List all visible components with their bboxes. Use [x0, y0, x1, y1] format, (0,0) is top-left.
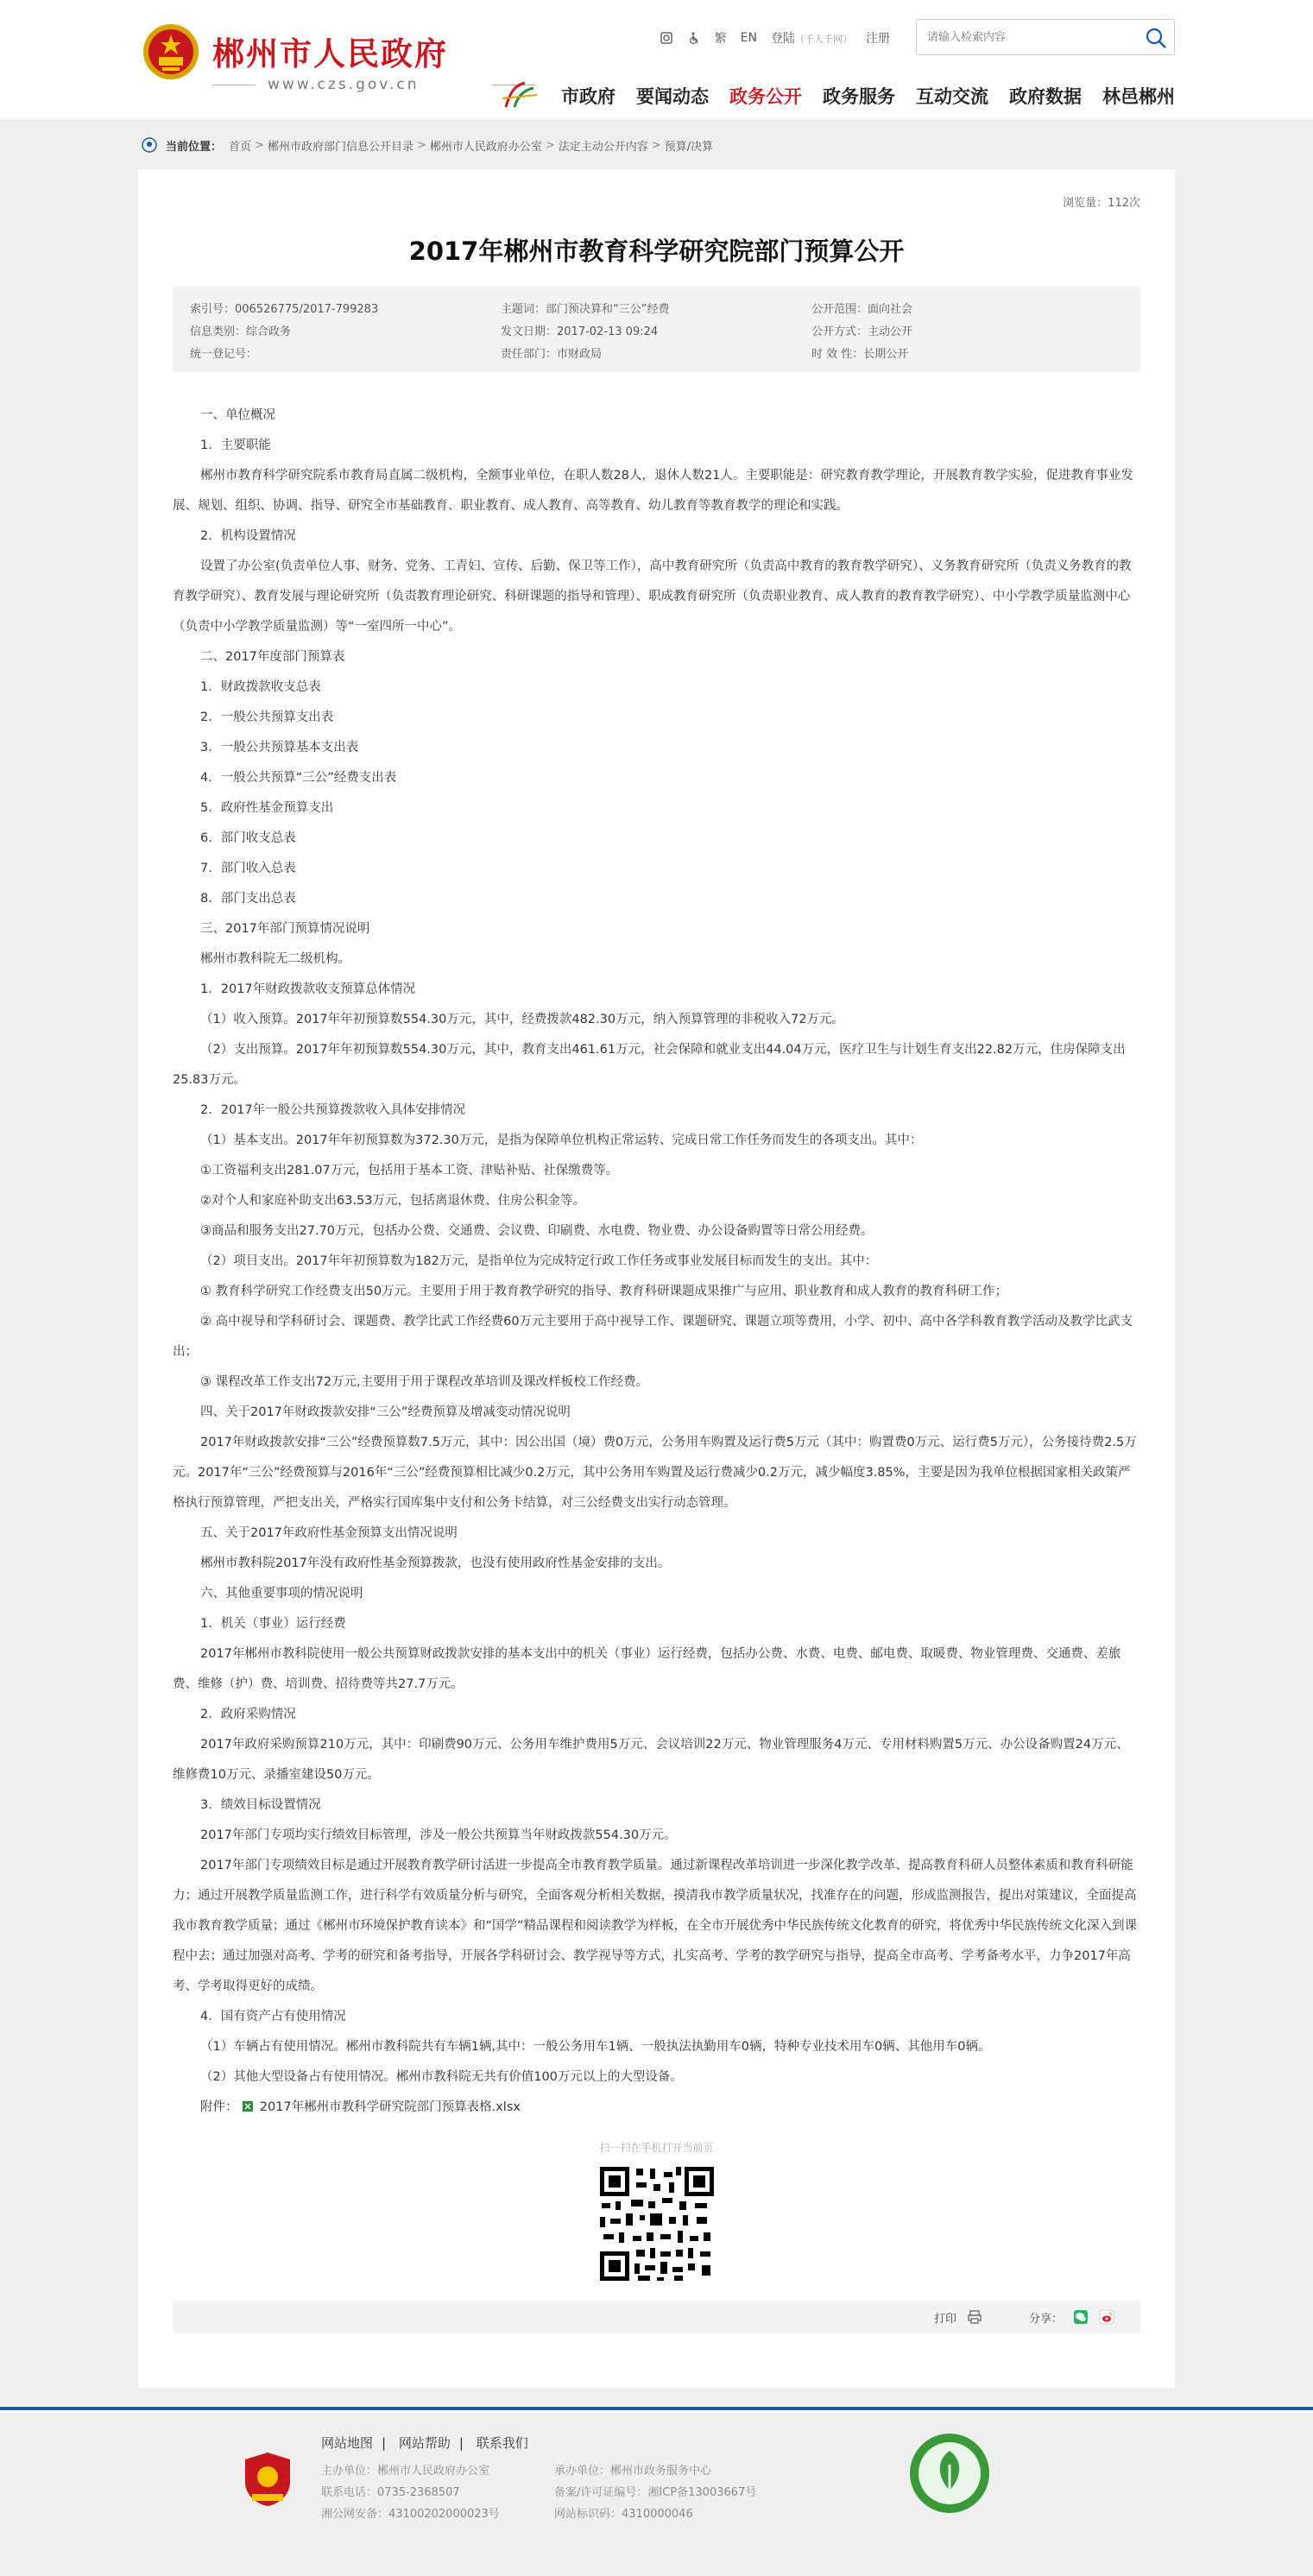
breadcrumb — [138, 121, 1175, 169]
search-input[interactable] — [917, 20, 1133, 54]
footer-info — [321, 2461, 813, 2521]
paragraph: 8．部门支出总表 — [200, 892, 296, 906]
login-link[interactable] — [771, 29, 852, 47]
paragraph: 二、2017年度部门预算表 — [200, 650, 345, 664]
attachment — [173, 2093, 1140, 2123]
paragraph: 六、其他重要事项的情况说明 — [200, 1587, 363, 1601]
contact-link[interactable]: 联系我们 — [476, 2435, 528, 2451]
paragraph: 2．政府采购情况 — [200, 1708, 296, 1721]
paragraph: 设置了办公室(负责单位人事、财务、党务、工青妇、宣传、后勤、保卫等工作），高中教育研究所（负责高中教育的教育教学研究）、义务教育研究所（负责义务教育的教育教学研究）、教育发展与理论研究所（负责教育理论研究、科研课题的指导和管理）、职成教育研究所（负责职业教育、成人教育的教育教学研究）、中小学教学质量监测中心（负责中小学教学质量监测）等“一室四所一中心”。 — [173, 559, 1132, 634]
paragraph: 3．绩效目标设置情况 — [200, 1798, 321, 1812]
meta-index-number: 索引号：006526775/2017-799283 — [190, 303, 379, 316]
paragraph: 2017年政府采购预算210万元，其中：印刷费90万元、公务用车维护费用5万元、会议培训22万元、物业管理服务4万元、专用材料购置5万元、办公设备购置24万元、维修费10万元、录播室建设50万元。 — [173, 1738, 1129, 1782]
nav-city-government[interactable]: 市政府 — [561, 86, 615, 107]
nav-interaction[interactable]: 互动交流 — [916, 86, 988, 107]
traditional-chinese-link[interactable]: 繁 — [714, 32, 727, 46]
footer-phone: 联系电话：0735-2368507 — [321, 2486, 460, 2499]
nav-gov-data[interactable]: 政府数据 — [1009, 86, 1082, 107]
wheelchair-icon[interactable] — [687, 31, 701, 45]
breadcrumb-separator: > — [651, 138, 661, 152]
search-box — [916, 19, 1175, 55]
lin-yi-logo-icon — [499, 78, 542, 112]
register-link[interactable]: 注册 — [866, 32, 890, 46]
paragraph: 1．主要职能 — [200, 439, 271, 452]
paragraph: 5．政府性基金预算支出 — [200, 801, 334, 815]
print-button[interactable]: 打印 — [933, 2312, 956, 2326]
breadcrumb-separator: > — [416, 138, 426, 152]
paragraph: 2017年财政拨款安排“三公”经费预算数7.5万元，其中：因公出国（境）费0万元，公务用车购置及运行费5万元（其中：购置费0万元、运行费5万元），公务接待费2.5万元。2017年“三公”经费预算与2016年“三公”经费预算相比减少0.2万元，其中公务用车购置及运行费减少0.2万元，减少幅度3.85%，主要是因为我单位根据国家相关政策严格执行预算管理，严把支出关，严格实行国库集中支付和公务卡结算，对三公经费支出实行动态管理。 — [173, 1436, 1137, 1510]
view-count: 浏览量：112次 — [1063, 197, 1140, 210]
paragraph: 3．一般公共预算基本支出表 — [200, 741, 359, 754]
location-pin-icon — [142, 137, 157, 153]
footer-links — [321, 2434, 528, 2452]
paragraph: ③ 课程改革工作支出72万元,主要用于用于课程改革培训及课改样板校工作经费。 — [200, 1375, 649, 1389]
paragraph: 4．一般公共预算“三公”经费支出表 — [200, 771, 397, 785]
paragraph: 三、2017年部门预算情况说明 — [200, 922, 370, 936]
breadcrumb-statutory[interactable]: 法定主动公开内容 — [558, 140, 648, 154]
green-website-badge-icon[interactable] — [906, 2430, 993, 2516]
paragraph: 2．2017年一般公共预算拨款收入具体安排情况 — [200, 1103, 466, 1117]
paragraph: ③商品和服务支出27.70万元，包括办公费、交通费、会议费、印刷费、水电费、物业费、办公设备购置等日常公用经费。 — [200, 1224, 874, 1238]
article-title: 2017年郴州市教育科学研究院部门预算公开 — [408, 237, 905, 266]
qr-code-icon — [597, 2163, 717, 2284]
nav-news[interactable]: 要闻动态 — [636, 86, 709, 107]
paragraph: 郴州市教育科学研究院系市教育局直属二级机构，全额事业单位，在职人数28人，退休人数21人。主要职能是：研究教育教学理论，开展教育教学实验，促进教育事业发展、规划、组织、协调、指导、研究全市基础教育、职业教育、成人教育、高等教育、幼儿教育等教育教学的理论和实践。 — [173, 469, 1133, 513]
paragraph: ①工资福利支出281.07万元，包括用于基本工资、津贴补贴、社保缴费等。 — [200, 1164, 619, 1178]
paragraph: 四、关于2017年财政拨款安排“三公”经费预算及增减变动情况说明 — [200, 1405, 571, 1419]
meta-open-method: 公开方式：主动公开 — [811, 325, 913, 338]
sitemap-link[interactable]: 网站地图 — [321, 2435, 374, 2451]
article-container — [138, 169, 1175, 2388]
site-title[interactable]: 郴州市人民政府 — [212, 35, 448, 73]
site-url: www.czs.gov.cn — [268, 76, 420, 93]
paragraph: （1）收入预算。2017年年初预算数554.30万元，其中，经费拨款482.30万元，纳入预算管理的非税收入72万元。 — [200, 1013, 845, 1026]
article-body — [173, 371, 1140, 2123]
main-nav — [561, 83, 1175, 109]
paragraph: ②对个人和家庭补助支出63.53万元，包括离退休费、住房公积金等。 — [200, 1194, 586, 1208]
breadcrumb-office[interactable]: 郴州市人民政府办公室 — [429, 140, 542, 154]
nav-linyi-chenzhou[interactable]: 林邑郴州 — [1102, 86, 1175, 107]
attachment-label: 附件： — [200, 2100, 238, 2114]
breadcrumb-separator: > — [545, 138, 555, 152]
accessibility-view-icon[interactable] — [660, 31, 673, 45]
paragraph: （2）其他大型设备占有使用情况。郴州市教科院无共有价值100万元以上的大型设备。 — [200, 2070, 683, 2084]
separator: | — [458, 2435, 464, 2451]
share-label: 分享： — [1028, 2312, 1063, 2326]
paragraph: 2017年郴州市教科院使用一般公共预算财政拨款安排的基本支出中的机关（事业）运行经费，包括办公费、水费、电费、邮电费、取暖费、物业管理费、交通费、差旅费、维修（护）费、培训费、招待费等共27.7万元。 — [173, 1647, 1121, 1691]
footer-site-id: 网站标识码：4310000046 — [554, 2508, 693, 2521]
paragraph: 1．财政拨款收支总表 — [200, 680, 321, 694]
paragraph: 五、关于2017年政府性基金预算支出情况说明 — [200, 1526, 458, 1540]
breadcrumb-label: 当前位置： — [166, 140, 223, 154]
article-meta — [173, 287, 1140, 371]
wechat-icon[interactable] — [1073, 2309, 1089, 2325]
breadcrumb-budget[interactable]: 预算/决算 — [664, 140, 714, 154]
footer-sponsor: 主办单位：郴州市人民政府办公室 — [321, 2465, 490, 2478]
meta-category: 信息类别：综合政务 — [190, 325, 292, 338]
qr-code-label: 扫一扫在手机打开当前页 — [599, 2142, 714, 2154]
login-label: 登陆 — [771, 32, 795, 46]
meta-registration-number: 统一登记号： — [190, 348, 258, 361]
footer-organizer: 承办单位：郴州市政务服务中心 — [554, 2465, 712, 2478]
site-header — [0, 0, 1313, 121]
search-icon[interactable] — [1145, 27, 1167, 49]
paragraph: 4．国有资产占有使用情况 — [200, 2010, 346, 2024]
meta-date: 发文日期：2017-02-13 09:24 — [501, 325, 659, 338]
login-note: （千人千网） — [795, 34, 852, 45]
paragraph: 郴州市教科院2017年没有政府性基金预算拨款，也没有使用政府性基金安排的支出。 — [200, 1556, 671, 1570]
share-bar — [173, 2301, 1140, 2333]
help-link[interactable]: 网站帮助 — [398, 2435, 451, 2451]
nav-gov-affairs-open[interactable]: 政务公开 — [729, 86, 802, 107]
nav-gov-services[interactable]: 政务服务 — [823, 86, 895, 107]
paragraph: 1．机关（事业）运行经费 — [200, 1617, 346, 1631]
party-government-badge-icon[interactable] — [242, 2451, 294, 2508]
printer-icon[interactable] — [967, 2309, 982, 2325]
footer-icp[interactable]: 备案/许可证编号：湘ICP备13003667号 — [554, 2486, 757, 2499]
paragraph: 2017年部门专项绩效目标是通过开展教育教学研讨活进一步提高全市教育教学质量。通过新课程改革培训进一步深化教学改革、提高教育科研人员整体素质和教育科研能力；通过开展教学质量监测工作，进行科学有效质量分析与研究，全面客观分析相关数据，摸清我市教学质量状况，找准存在的问题，形成监测报告，提出对策建议，全面提高我市教育教学质量；通过《郴州市环境保护教育读本》和“国学”精品课程和阅读教学为样板，在全市开展优秀中华民族传统文化教育的研究，将优秀中华民族传统文化深入到课程中去；通过加强对高考、学考的研究和备考指导，开展各学科研讨会、教学视导等方式，扎实高考、学考的教学研究与指导，提高全市高考、学考备考水平，力争2017年高考、学考取得更好的成绩。 — [173, 1859, 1138, 1993]
meta-validity: 时 效 性：长期公开 — [811, 348, 909, 361]
paragraph: ① 教育科学研究工作经费支出50万元。主要用于用于教育教学研究的指导、教育科研课题成果推广与应用、职业教育和成人教育的教育科研工作； — [200, 1285, 1008, 1298]
paragraph: （2）项目支出。2017年年初预算数为182万元，是指单位为完成特定行政工作任务或事业发展目标而发生的支出。其中： — [200, 1254, 878, 1268]
breadcrumb-directory[interactable]: 郴州市政府部门信息公开目录 — [267, 140, 413, 154]
excel-file-icon — [242, 2100, 254, 2112]
site-footer — [0, 2407, 1313, 2560]
paragraph: （2）支出预算。2017年年初预算数554.30万元，其中，教育支出461.61万元，社会保障和就业支出44.04万元，医疗卫生与计划生育支出22.82万元，住房保障支出25.83万元。 — [173, 1043, 1126, 1087]
meta-department: 责任部门：市财政局 — [501, 348, 603, 361]
paragraph: （1）基本支出。2017年年初预算数为372.30万元，是指为保障单位机构正常运转、完成日常工作任务而发生的各项支出。其中： — [200, 1133, 923, 1147]
english-link[interactable]: EN — [740, 31, 757, 45]
paragraph: 7．部门收入总表 — [200, 862, 296, 875]
paragraph: 一、单位概况 — [200, 408, 275, 422]
national-emblem-icon[interactable] — [142, 22, 200, 81]
meta-scope: 公开范围：面向社会 — [811, 303, 913, 316]
footer-police-record[interactable]: 湘公网安备：43100202000023号 — [321, 2508, 500, 2521]
paragraph: 郴州市教科院无二级机构。 — [200, 952, 350, 966]
footer-divider — [0, 2407, 1313, 2413]
weibo-icon[interactable] — [1099, 2309, 1114, 2325]
paragraph: 2．机构设置情况 — [200, 529, 296, 543]
breadcrumb-home[interactable]: 首页 — [229, 140, 252, 154]
breadcrumb-separator: > — [255, 138, 264, 152]
paragraph: 1．2017年财政拨款收支预算总体情况 — [200, 982, 416, 996]
paragraph: 6．部门收支总表 — [200, 831, 296, 845]
paragraph: ② 高中视导和学科研讨会、课题费、教学比武工作经费60万元主要用于高中视导工作、课题研究、课题立项等费用，小学、初中、高中各学科教育教学活动及教学比武支出； — [173, 1315, 1133, 1359]
paragraph: （1）车辆占有使用情况。郴州市教科院共有车辆1辆,其中：一般公务用车1辆、一般执法执勤用车0辆，特种专业技术用车0辆、其他用车0辆。 — [200, 2040, 991, 2054]
attachment-link[interactable]: 2017年郴州市教科学研究院部门预算表格.xlsx — [259, 2100, 521, 2114]
paragraph: 2017年部门专项均实行绩效目标管理，涉及一般公共预算当年财政拨款554.30万元。 — [200, 1828, 677, 1842]
top-links — [660, 29, 890, 47]
separator: | — [382, 2435, 387, 2451]
meta-subject: 主题词：部门预决算和“三公”经费 — [501, 303, 670, 316]
paragraph: 2．一般公共预算支出表 — [200, 710, 334, 724]
